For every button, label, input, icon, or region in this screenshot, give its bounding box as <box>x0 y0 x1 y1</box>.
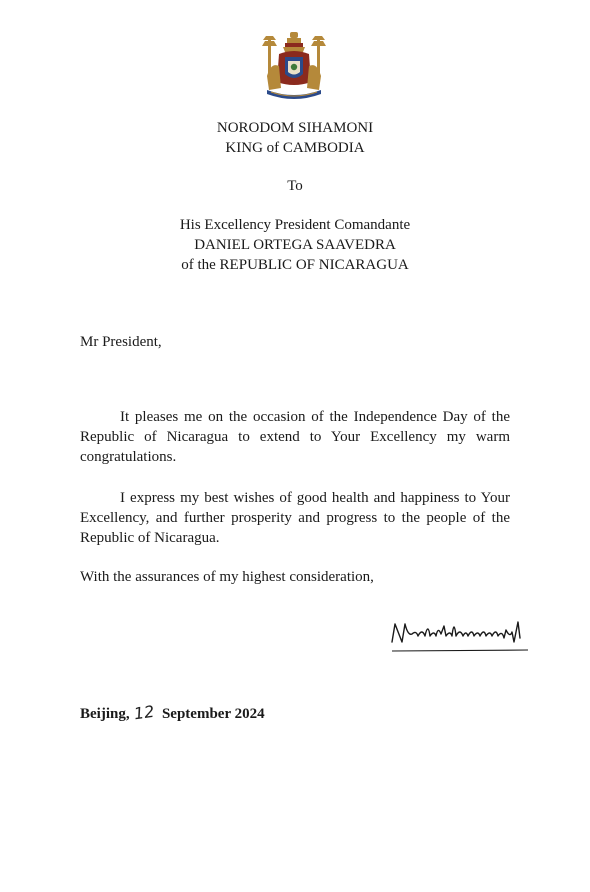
place-date <box>80 703 265 724</box>
sender-name: NORODOM SIHAMONI <box>216 120 374 136</box>
date-month-year: September 2024 <box>161 706 265 722</box>
to-label: To <box>287 178 303 194</box>
body-paragraph-2-text: I express my best wishes of good health and happiness to Your Excellency, and further prosperity and progress to the people of the Republic of Nicaragua. <box>80 490 510 546</box>
body-paragraph-1 <box>80 407 510 467</box>
salutation: Mr President, <box>80 334 162 350</box>
body-paragraph-1-text: It pleases me on the occasion of the Independence Day of the Republic of Nicaragua to extend to Your Excellency my warm congratulations. <box>80 409 510 465</box>
recipient-line-3: of the REPUBLIC OF NICARAGUA <box>181 257 409 273</box>
signature-icon <box>388 612 538 656</box>
recipient-line-2: DANIEL ORTEGA SAAVEDRA <box>194 237 396 253</box>
body-paragraph-2 <box>80 488 510 548</box>
recipient-line-1: His Excellency President Comandante <box>179 217 411 233</box>
sender-title: KING of CAMBODIA <box>225 140 365 156</box>
closing-line: With the assurances of my highest consideration, <box>80 569 374 585</box>
royal-coat-of-arms-icon <box>259 30 329 104</box>
place: Beijing, <box>80 706 130 722</box>
date-day-handwritten: 12 <box>132 701 156 724</box>
